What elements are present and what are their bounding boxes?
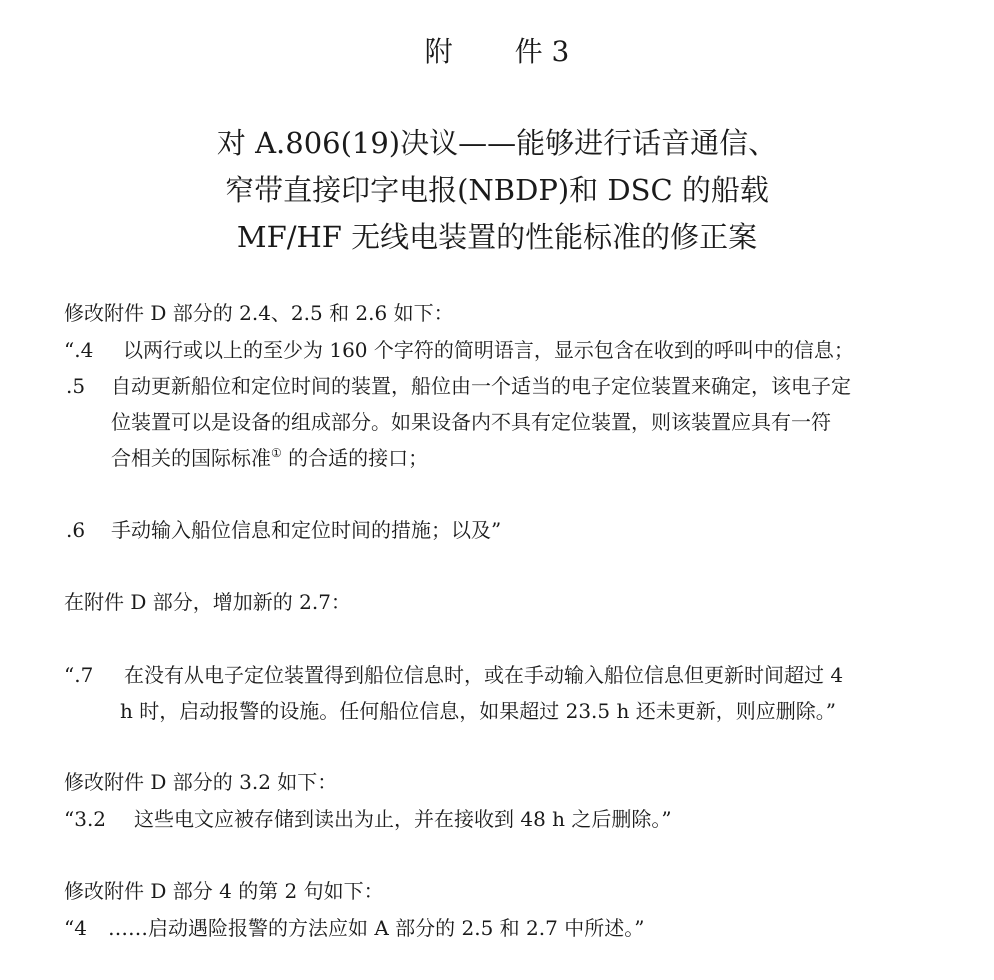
- paragraph-intro-4: 修改附件 D 部分 4 的第 2 句如下：: [64, 879, 384, 903]
- annex-word: 附: [424, 35, 453, 68]
- item-4b-number: “4: [64, 916, 87, 940]
- item-7-line-2: h 时，启动报警的设施。任何船位信息，如果超过 23.5 h 还未更新，则应删除。”: [120, 699, 836, 723]
- item-3-2: [64, 805, 672, 833]
- item-6: [66, 516, 501, 544]
- item-4: [64, 336, 854, 364]
- item-7-number: “.7: [64, 663, 94, 687]
- item-7-line-1: 在没有从电子定位装置得到船位信息时，或在手动输入船位信息但更新时间超过 4: [124, 663, 844, 687]
- document-title: [0, 120, 994, 261]
- item-5: [66, 372, 851, 400]
- item-3-2-text: 这些电文应被存储到读出为止，并在接收到 48 h 之后删除。”: [134, 807, 672, 831]
- title-line-3: MF/HF 无线电装置的性能标准的修正案: [236, 220, 758, 254]
- paragraph-intro-2: 在附件 D 部分，增加新的 2.7：: [64, 590, 351, 614]
- item-4b-text: ……启动遇险报警的方法应如 A 部分的 2.5 和 2.7 中所述。”: [108, 916, 645, 940]
- item-6-text: 手动输入船位信息和定位时间的措施；以及”: [111, 518, 502, 542]
- item-5-line-3-text: 合相关的国际标准: [111, 446, 271, 470]
- item-5-line-1: 自动更新船位和定位时间的装置，船位由一个适当的电子定位装置来确定，该电子定: [111, 374, 851, 398]
- paragraph-intro-1: 修改附件 D 部分的 2.4、2.5 和 2.6 如下：: [64, 301, 454, 325]
- item-4b: [64, 914, 644, 942]
- paragraph-intro-3: 修改附件 D 部分的 3.2 如下：: [64, 770, 338, 794]
- item-5-number: .5: [66, 374, 86, 398]
- annex-number: 件 3: [514, 35, 570, 68]
- item-5-line-2: 位装置可以是设备的组成部分。如果设备内不具有定位装置，则该装置应具有一符: [111, 410, 831, 434]
- item-5-line-3-end: 的合适的接口；: [281, 446, 429, 470]
- title-line-2: 窄带直接印字电报(NBDP)和 DSC 的船载: [225, 173, 769, 207]
- item-3-2-number: “3.2: [64, 807, 107, 831]
- item-7: [64, 661, 843, 689]
- annex-heading: [0, 33, 994, 71]
- item-4-text: 以两行或以上的至少为 160 个字符的简明语言，显示包含在收到的呼叫中的信息；: [123, 338, 854, 362]
- title-line-1: 对 A.806(19)决议——能够进行话音通信、: [216, 126, 778, 160]
- footnote-marker[interactable]: ①: [271, 446, 282, 460]
- item-6-number: .6: [66, 518, 86, 542]
- item-4-number: “.4: [64, 338, 94, 362]
- item-5-line-3: [111, 444, 428, 472]
